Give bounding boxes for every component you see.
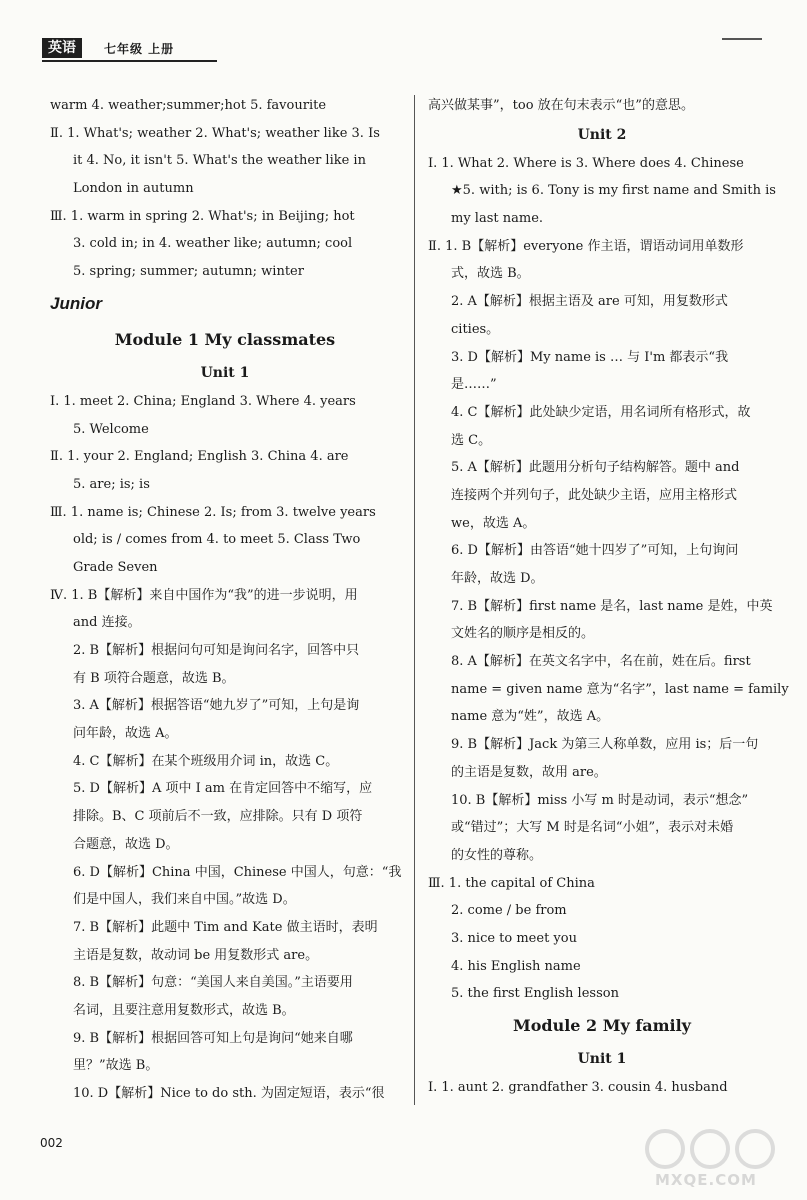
answer-line: 4. his English name [451,958,581,974]
answer-line: 问年龄，故选 A。 [73,726,178,742]
answer-line: 2. come / be from [451,903,567,919]
answer-line: Ⅰ. 1. meet 2. China; England 3. Where 4. years [50,393,356,409]
answer-line: 式，故选 B。 [451,266,530,282]
watermark [635,1125,795,1195]
answer-line: name = given name 意为“名字”，last name = family [451,681,789,697]
answer-line: Ⅲ. 1. warm in spring 2. What's; in Beijing; hot [50,208,355,224]
header-dash [722,38,762,40]
answer-line: it 4. No, it isn't 5. What's the weather like in [73,153,366,169]
answer-line: 7. B【解析】此题中 Tim and Kate 做主语时，表明 [73,919,378,935]
page-number: 002 [40,1136,63,1150]
answer-line: 3. cold in; in 4. weather like; autumn; cool [73,236,353,252]
answer-line: 连接两个并列句子，此处缺少主语，应用主格形式 [451,487,738,503]
answer-line: Ⅱ. 1. B【解析】everyone 作主语，谓语动词用单数形 [428,238,744,254]
answer-line: 4. C【解析】在某个班级用介词 in，故选 C。 [73,753,339,769]
unit-title: Unit 2 [577,126,627,143]
answer-line: 合题意，故选 D。 [73,836,179,852]
answer-line: Ⅱ. 1. What's; weather 2. What's; weather like 3. Is [50,125,380,141]
answer-line: we，故选 A。 [451,515,536,531]
answer-line: 的女性的尊称。 [451,847,543,863]
answer-line: 3. nice to meet you [451,930,577,946]
answer-line: 年龄，故选 D。 [451,571,544,586]
answer-line: my last name. [451,211,544,227]
answer-line: London in autumn [73,181,194,197]
answer-line: cities。 [451,321,500,337]
answer-line: 选 C。 [451,432,492,448]
answer-line: 6. D【解析】由答语“她十四岁了”可知，上句询问 [451,543,739,559]
answer-line: 们是中国人，我们来自中国。”故选 D。 [73,892,296,908]
answer-line: 有 B 项符合题意，故选 B。 [73,670,235,686]
answer-line: 5. spring; summer; autumn; winter [73,264,304,280]
answer-line: old; is / comes from 4. to meet 5. Class Two [73,532,361,548]
answer-line: warm 4. weather;summer;hot 5. favourite [50,98,327,113]
answer-line: 7. B【解析】first name 是名，last name 是姓，中英 [451,598,773,614]
watermark-logo-icon [635,1125,785,1171]
answer-line: 4. C【解析】此处缺少定语，用名词所有格形式，故 [451,404,751,420]
answer-line: 5. are; is; is [73,476,150,492]
answer-line: and 连接。 [73,615,141,631]
answer-line: 8. B【解析】句意：“美国人来自美国。”主语要用 [73,975,353,991]
answer-line: 的主语是复数，故用 are。 [451,764,607,780]
grade-label: 七年级 上册 [104,42,175,56]
answer-line: Ⅲ. 1. name is; Chinese 2. Is; from 3. twelve years [50,504,376,520]
answer-line: 排除。B、C 项前后不一致，应排除。只有 D 项符 [73,809,363,825]
answer-line: 9. B【解析】Jack 为第三人称单数，应用 is；后一句 [451,737,759,753]
unit-title: Unit 1 [200,364,250,381]
answer-line: 2. A【解析】根据主语及 are 可知，用复数形式 [451,294,728,310]
answer-line: name 意为“姓”，故选 A。 [451,709,610,725]
answer-line: Grade Seven [73,559,158,575]
unit-title: Unit 1 [577,1051,627,1067]
answer-line: 5. D【解析】A 项中 I am 在肯定回答中不缩写，应 [73,781,373,797]
answer-line: 10. D【解析】Nice to do sth. 为固定短语，表示“很 [73,1086,385,1101]
answer-line: 高兴做某事”，too 放在句末表示“也”的意思。 [428,98,694,113]
answer-line: 9. B【解析】根据回答可知上句是询问“她来自哪 [73,1030,353,1046]
answer-line: Ⅰ. 1. What 2. Where is 3. Where does 4. Chinese [428,155,744,171]
page-header [42,30,782,64]
subject-badge: 英语 [42,38,82,58]
answer-line: Ⅱ. 1. your 2. England; English 3. China 4. are [50,449,349,465]
right-column [428,92,789,1102]
answer-line: 6. D【解析】China 中国，Chinese 中国人，句意：“我 [73,864,402,880]
answer-line: Ⅲ. 1. the capital of China [428,875,595,891]
left-column [50,92,400,1108]
answer-line: 5. Welcome [73,421,149,437]
answer-line: 名词，且要注意用复数形式，故选 B。 [73,1002,295,1018]
answer-line: 3. D【解析】My name is … 与 I'm 都表示“我 [451,349,729,365]
answer-line: 文姓名的顺序是相反的。 [451,626,595,642]
answer-line: Ⅰ. 1. aunt 2. grandfather 3. cousin 4. husband [428,1080,728,1095]
module-title: Module 2 My family [513,1016,691,1035]
answer-line: Ⅳ. 1. B【解析】来自中国作为“我”的进一步说明，用 [50,587,358,603]
answer-line: 5. the first English lesson [451,986,619,1002]
column-divider [414,95,415,1105]
answer-line: 5. A【解析】此题用分析句子结构解答。题中 and [451,460,740,476]
answer-line: 2. B【解析】根据问句可知是询问名字，回答中只 [73,643,360,658]
watermark-text: MXQE.COM [655,1171,757,1189]
answer-line: 3. A【解析】根据答语“她九岁了”可知，上句是询 [73,698,360,714]
module-title: Module 1 My classmates [114,329,336,349]
header-rule [42,60,217,62]
answer-line: 10. B【解析】miss 小写 m 时是动词，表示“想念” [451,792,749,808]
answer-line: 8. A【解析】在英文名字中，名在前，姓在后。first [451,654,751,670]
answer-line: 或“错过”；大写 M 时是名词“小姐”，表示对未婚 [451,820,734,836]
answer-line: 主语是复数，故动词 be 用复数形式 are。 [73,947,319,963]
section-title: Junior [50,293,102,313]
answer-line: 里？”故选 B。 [73,1058,159,1074]
answer-line: 是……” [451,377,497,393]
answer-line: ★5. with; is 6. Tony is my first name and Smith is [451,183,776,199]
